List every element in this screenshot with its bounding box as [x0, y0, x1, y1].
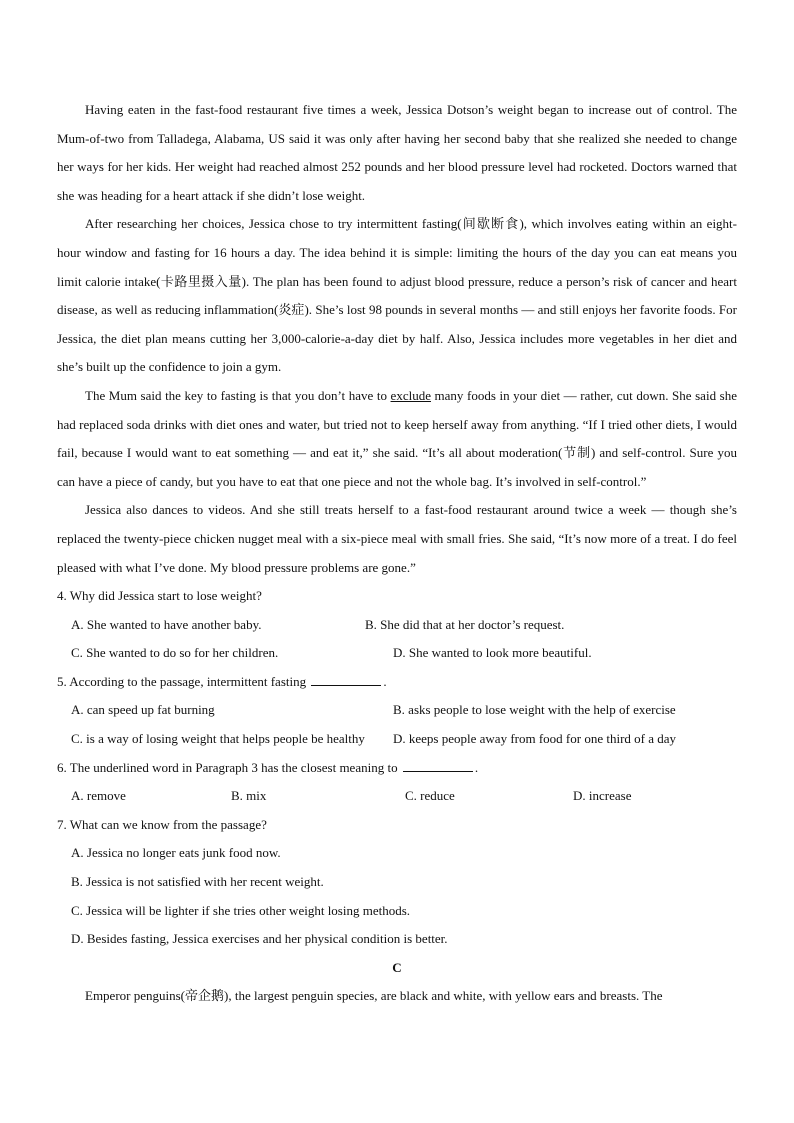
question-5-option-d[interactable]: D. keeps people away from food for one third of a day	[393, 731, 677, 747]
question-5-options-row-2	[57, 725, 737, 754]
question-5-options-row-1	[57, 696, 737, 725]
question-5-option-a[interactable]: A. can speed up fat burning	[71, 702, 215, 718]
question-5-option-c[interactable]: C. is a way of losing weight that helps people be healthy	[71, 731, 365, 747]
question-7-stem: 7. What can we know from the passage?	[57, 816, 267, 832]
question-6-option-a[interactable]: A. remove	[71, 788, 126, 804]
question-6-option-d[interactable]: D. increase	[573, 788, 632, 804]
paragraph-3-text-before: The Mum said the key to fasting is that you don’t have to	[85, 387, 391, 403]
question-6-option-b[interactable]: B. mix	[231, 788, 267, 804]
question-6-stem: 6. The underlined word in Paragraph 3 has the closest meaning to .	[57, 754, 737, 783]
question-5-option-b[interactable]: B. asks people to lose weight with the help of exercise	[393, 702, 676, 718]
passage-paragraph-2: After researching her choices, Jessica chose to try intermittent fasting(间歇断食), which involves eating within an eight-hour window and fasting for 16 hours a day. The idea behind it is simple: limiting the hours of the day you can eat means you limit calorie intake(卡路里摄入量). The plan has been found to adjust blood pressure, reduce a person’s risk of cancer and heart disease, as well as reducing inflammation(炎症). She’s lost 98 pounds in several months — and still enjoys her favorite foods. For Jessica, the diet plan means cutting her 3,000-calorie-a-day diet by half. Also, Jessica includes more vegetables in her diet and she’s built up the confidence to join a gym.	[57, 216, 737, 375]
question-4-options-row-1	[57, 611, 737, 640]
passage-paragraph-4: Jessica also dances to videos. And she still treats herself to a fast-food restaurant around twice a week — though she’s replaced the twenty-piece chicken nugget meal with a six-piece meal with small fries. She said, “It’s now more of a treat. I do feel pleased with what I’ve done. My blood pressure problems are gone.”	[57, 502, 737, 575]
underlined-word-exclude: exclude	[390, 387, 431, 403]
answer-blank	[311, 671, 381, 686]
question-4-option-a[interactable]: A. She wanted to have another baby.	[71, 616, 262, 632]
paragraph-3-text-after: many foods in your diet — rather, cut down. She said she had replaced soda drinks with diet ones and water, but tried not to keep herself away from anything. “If I tried other diets, I would fail, because I would want to eat something — and eat it,” she said. “It’s all about moderation(节制) and self-control. Sure you can have a piece of candy, but you have to eat that one piece and not the whole bag. It’s involved in self-control.”	[57, 387, 737, 489]
question-4-stem: 4. Why did Jessica start to lose weight?	[57, 588, 262, 604]
section-heading-c: C	[392, 959, 402, 975]
question-4-option-b[interactable]: B. She did that at her doctor’s request.	[365, 616, 565, 632]
question-7-option-c[interactable]: C. Jessica will be lighter if she tries other weight losing methods.	[71, 902, 411, 918]
question-6-option-c[interactable]: C. reduce	[405, 788, 455, 804]
question-5-stem-text: 5. According to the passage, intermittent fasting	[57, 673, 307, 689]
question-7-option-b[interactable]: B. Jessica is not satisfied with her recent weight.	[71, 874, 324, 890]
answer-blank	[403, 757, 473, 772]
passage-paragraph-1: Having eaten in the fast-food restaurant five times a week, Jessica Dotson’s weight began to increase out of control. The Mum-of-two from Talladega, Alabama, US said it was only after having her second baby that she realized she needed to change her ways for her kids. Her weight had reached almost 252 pounds and her blood pressure level had rocketed. Doctors warned that she was heading for a heart attack if she didn’t lose weight.	[57, 102, 737, 203]
passage-paragraph-3	[57, 382, 737, 496]
question-7-option-a[interactable]: A. Jessica no longer eats junk food now.	[71, 845, 281, 861]
question-7-option-d[interactable]: D. Besides fasting, Jessica exercises and her physical condition is better.	[71, 931, 448, 947]
question-6-stem-text: 6. The underlined word in Paragraph 3 has the closest meaning to	[57, 759, 398, 775]
question-7-options	[57, 839, 737, 953]
question-4-option-c[interactable]: C. She wanted to do so for her children.	[71, 645, 279, 661]
document-page	[57, 96, 737, 1011]
question-4-options-row-2	[57, 639, 737, 668]
section-c-paragraph-1: Emperor penguins(帝企鹅), the largest penguin species, are black and white, with yellow ears and breasts. The	[85, 988, 663, 1004]
question-4-option-d[interactable]: D. She wanted to look more beautiful.	[393, 645, 592, 661]
question-6-options-row	[57, 782, 737, 811]
question-5-stem: 5. According to the passage, intermittent fasting .	[57, 668, 737, 697]
